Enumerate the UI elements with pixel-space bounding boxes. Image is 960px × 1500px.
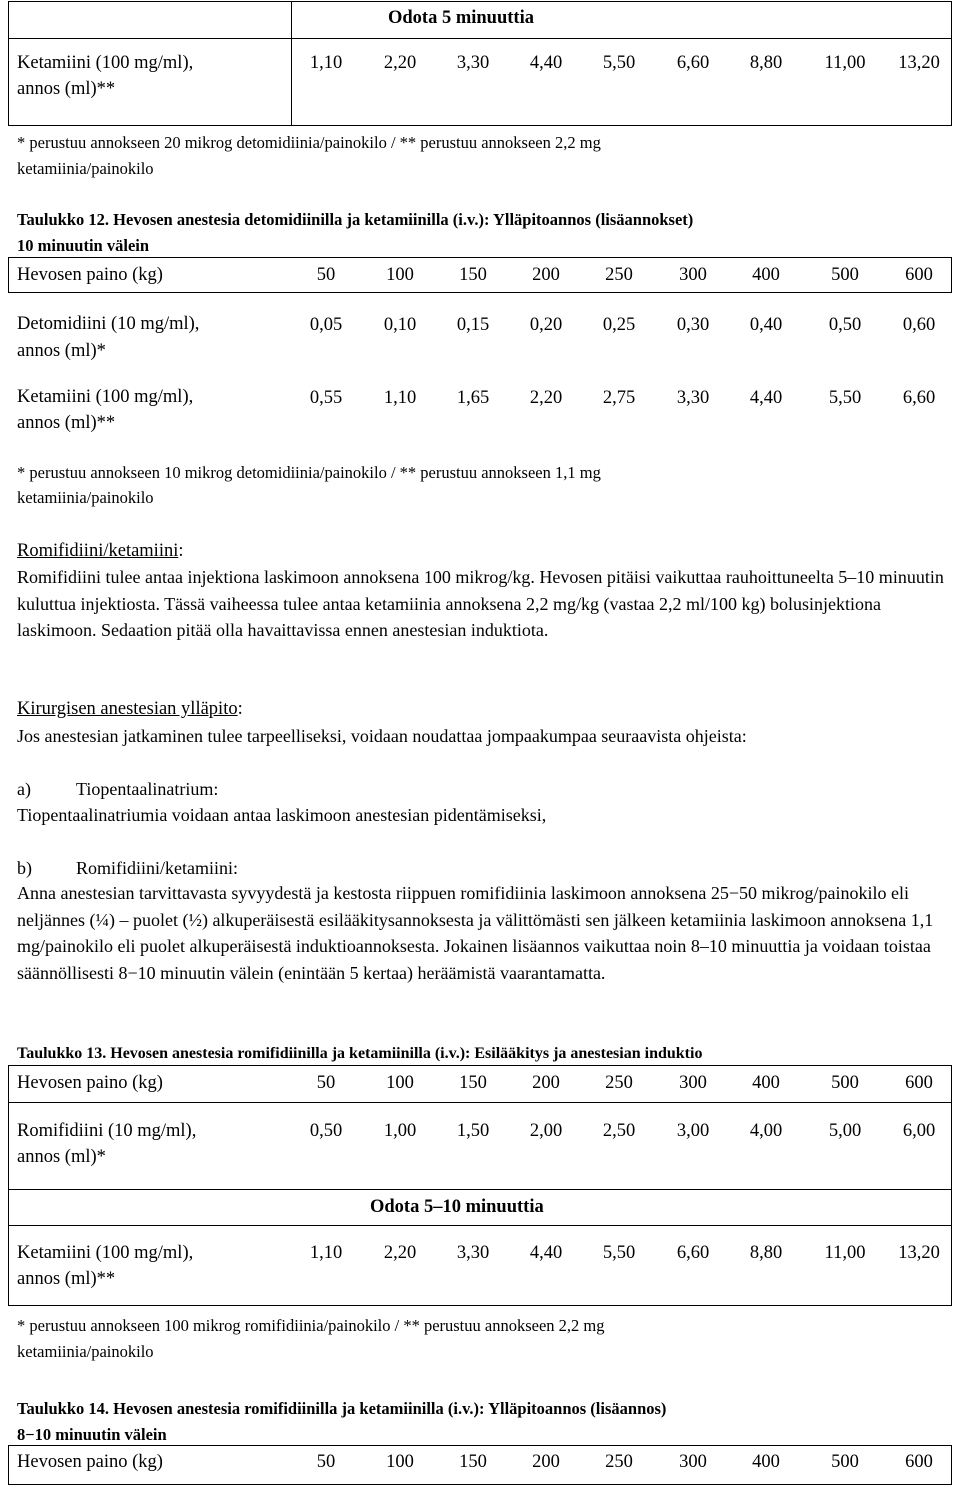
table-cell: 500: [831, 1452, 859, 1472]
table12-footnote: * perustuu annokseen 10 mikrog detomidiinia/painokilo / ** perustuu annokseen 1,1 mg: [17, 463, 601, 482]
romifidine-paragraph: Romifidiini tulee antaa injektiona laskimoon annoksena 100 mikrog/kg. Hevosen pitäisi vaikuttaa rauhoittuneelta 5–10 minuutin kuluttua injektiosta. Tässä vaiheessa tulee antaa ketamiinia annoksena 2,2 mg/kg (vastaa 2,2 ml/100 kg) bolusinjektiona laskimoon. Sedaation pitää olla havaittavissa ennen anestesian induktiota.: [17, 567, 944, 640]
table-cell: 300: [679, 1452, 707, 1472]
table13-ketamine-label: Ketamiini (100 mg/ml),: [17, 1243, 194, 1263]
table-cell: 11,00: [824, 1243, 866, 1263]
table11-ketamine-label-unit: annos (ml)**: [17, 79, 116, 99]
table-cell: 100: [386, 1452, 414, 1472]
maintenance-heading-text: Kirurgisen anestesian ylläpito: [17, 699, 238, 719]
table-cell: 200: [532, 265, 560, 285]
table-cell: 2,75: [602, 388, 636, 408]
table-cell: 5,00: [828, 1121, 862, 1141]
table-cell: 1,65: [456, 388, 490, 408]
table-cell: 4,40: [529, 1243, 563, 1263]
table-cell: 2,20: [529, 388, 563, 408]
table-cell: 600: [905, 265, 933, 285]
table-cell: 5,50: [602, 1243, 636, 1263]
table-cell: 0,25: [602, 315, 636, 335]
table-cell: 600: [905, 1073, 933, 1093]
table11-right-border: [951, 1, 952, 126]
table11-footnote: * perustuu annokseen 20 mikrog detomidiinia/painokilo / ** perustuu annokseen 2,2 mg: [17, 133, 601, 152]
table-cell: 250: [605, 1452, 633, 1472]
table-cell: 100: [386, 265, 414, 285]
table-cell: 6,60: [676, 1243, 710, 1263]
option-a-body: Tiopentaalinatriumia voidaan antaa laskimoon anestesian pidentämiseksi,: [17, 805, 547, 825]
table12-detomidine-label: Detomidiini (10 mg/ml),: [17, 314, 200, 334]
maintenance-intro: Jos anestesian jatkaminen tulee tarpeelliseksi, voidaan noudattaa jompaakumpaa seuraavista ohjeista:: [17, 726, 747, 746]
table-cell: 250: [605, 1073, 633, 1093]
table13-weight-label: Hevosen paino (kg): [17, 1073, 163, 1093]
table13-bottom-border: [8, 1305, 952, 1306]
table12-caption-interval: 10 minuutin välein: [17, 236, 150, 255]
table12-ketamine-label-unit: annos (ml)**: [17, 413, 116, 433]
table11-row-divider: [8, 38, 952, 39]
table14-caption-interval: 8−10 minuutin välein: [17, 1425, 167, 1444]
table-cell: 3,30: [676, 388, 710, 408]
table12-top-border: [8, 257, 952, 258]
table13-top-border: [8, 1065, 952, 1066]
table13-wait-label: Odota 5–10 minuuttia: [370, 1197, 544, 1217]
table-cell: 0,50: [828, 315, 862, 335]
table-cell: 200: [532, 1452, 560, 1472]
table-cell: 0,10: [383, 315, 417, 335]
table12-weight-label: Hevosen paino (kg): [17, 265, 163, 285]
table12-footnote-cont: ketamiinia/painokilo: [17, 488, 154, 507]
table12-right-border: [951, 257, 952, 293]
table11-footnote-cont: ketamiinia/painokilo: [17, 159, 154, 178]
table13-footnote-cont: ketamiinia/painokilo: [17, 1342, 154, 1361]
table-cell: 0,30: [676, 315, 710, 335]
table-cell: 400: [752, 1452, 780, 1472]
table-cell: 50: [316, 1073, 336, 1093]
table-cell: 0,40: [749, 315, 783, 335]
table-cell: 150: [459, 265, 487, 285]
table-cell: 600: [905, 1452, 933, 1472]
table-cell: 8,80: [749, 53, 783, 73]
table-cell: 2,00: [529, 1121, 563, 1141]
table-cell: 2,20: [383, 53, 417, 73]
table-cell: 300: [679, 1073, 707, 1093]
table-cell: 500: [831, 1073, 859, 1093]
table-cell: 0,15: [456, 315, 490, 335]
table12-caption: Taulukko 12. Hevosen anestesia detomidiinilla ja ketamiinilla (i.v.): Ylläpitoannos (lisäannokset): [17, 210, 694, 229]
table12-left-border: [8, 257, 9, 293]
table-cell: 6,00: [902, 1121, 936, 1141]
table-cell: 6,60: [676, 53, 710, 73]
table12-header-border: [8, 292, 952, 293]
table-cell: 1,00: [383, 1121, 417, 1141]
romifidine-heading-text: Romifidiini/ketamiini: [17, 541, 179, 561]
option-b-title: Romifidiini/ketamiini:: [76, 858, 238, 878]
table11-top-border: [8, 1, 952, 2]
table-cell: 250: [605, 265, 633, 285]
table-cell: 4,40: [749, 388, 783, 408]
table11-left-border: [8, 1, 9, 126]
table-cell: 400: [752, 265, 780, 285]
table13-row-border: [8, 1189, 952, 1190]
option-a-title: Tiopentaalinatrium:: [76, 779, 219, 799]
table-cell: 0,55: [309, 388, 343, 408]
table-cell: 11,00: [824, 53, 866, 73]
table-cell: 1,10: [383, 388, 417, 408]
table13-wait-border: [8, 1225, 952, 1226]
maintenance-heading: [17, 697, 243, 721]
table-cell: 1,10: [309, 53, 343, 73]
table-cell: 5,50: [602, 53, 636, 73]
table-cell: 1,10: [309, 1243, 343, 1263]
table-cell: 4,40: [529, 53, 563, 73]
table-cell: 0,60: [902, 315, 936, 335]
table12-detomidine-label-unit: annos (ml)*: [17, 341, 106, 361]
table-cell: 400: [752, 1073, 780, 1093]
table-cell: 6,60: [902, 388, 936, 408]
table-cell: 100: [386, 1073, 414, 1093]
table14-top-border: [8, 1445, 952, 1446]
table-cell: 5,50: [828, 388, 862, 408]
option-b-marker: b): [17, 858, 32, 878]
table-cell: 13,20: [898, 1243, 940, 1263]
table-cell: 150: [459, 1452, 487, 1472]
table13-footnote: * perustuu annokseen 100 mikrog romifidiinia/painokilo / ** perustuu annokseen 2,2 mg: [17, 1316, 605, 1335]
table-cell: 1,50: [456, 1121, 490, 1141]
table14-caption: Taulukko 14. Hevosen anestesia romifidiinilla ja ketamiinilla (i.v.): Ylläpitoannos (lisäannos): [17, 1399, 667, 1418]
option-a-marker: a): [17, 779, 31, 799]
table13-romifidine-label: Romifidiini (10 mg/ml),: [17, 1121, 197, 1141]
table11-ketamine-label: Ketamiini (100 mg/ml),: [17, 53, 194, 73]
table-cell: 50: [316, 1452, 336, 1472]
romifidine-heading-colon: :: [178, 541, 184, 561]
table-cell: 150: [459, 1073, 487, 1093]
table13-header-border: [8, 1102, 952, 1103]
maintenance-heading-colon: :: [237, 699, 243, 719]
table-cell: 2,50: [602, 1121, 636, 1141]
table14-left-border: [8, 1445, 9, 1485]
table-cell: 0,20: [529, 315, 563, 335]
table-cell: 300: [679, 265, 707, 285]
table-cell: 200: [532, 1073, 560, 1093]
table-cell: 3,30: [456, 1243, 490, 1263]
table-cell: 500: [831, 265, 859, 285]
table13-caption: Taulukko 13. Hevosen anestesia romifidiinilla ja ketamiinilla (i.v.): Esilääkitys ja anestesian induktio: [17, 1045, 703, 1062]
table-cell: 2,20: [383, 1243, 417, 1263]
option-b-body: Anna anestesian tarvittavasta syvyydestä ja kestosta riippuen romifidiinia laskimoon annoksena 25−50 mikrog/painokilo eli neljännes (¼) – puolet (½) alkuperäisestä esilääkitysannoksesta ja välittömästi sen jälkeen ketamiinia laskimoon annoksena 1,1 mg/painokilo eli puolet alkuperäisestä induktioannoksesta. Jokainen lisäannos vaikuttaa noin 8–10 minuuttia ja voidaan toistaa säännöllisesti 8−10 minuutin välein (enintään 5 kertaa) heräämistä vaarantamatta.: [17, 883, 934, 983]
table-cell: 0,05: [309, 315, 343, 335]
table11-wait-label: Odota 5 minuuttia: [388, 8, 534, 28]
table-cell: 3,30: [456, 53, 490, 73]
table-cell: 13,20: [898, 53, 940, 73]
table-cell: 50: [316, 265, 336, 285]
table14-header-border: [8, 1484, 952, 1485]
table13-ketamine-label-unit: annos (ml)**: [17, 1269, 116, 1289]
table-cell: 0,50: [309, 1121, 343, 1141]
table12-ketamine-label: Ketamiini (100 mg/ml),: [17, 387, 194, 407]
table14-right-border: [951, 1445, 952, 1485]
table-cell: 3,00: [676, 1121, 710, 1141]
table14-weight-label: Hevosen paino (kg): [17, 1452, 163, 1472]
romifidine-heading: [17, 539, 184, 563]
table-cell: 4,00: [749, 1121, 783, 1141]
table11-bottom-border: [8, 125, 952, 126]
table13-romifidine-label-unit: annos (ml)*: [17, 1147, 106, 1167]
table11-column-divider: [291, 1, 292, 126]
table-cell: 8,80: [749, 1243, 783, 1263]
